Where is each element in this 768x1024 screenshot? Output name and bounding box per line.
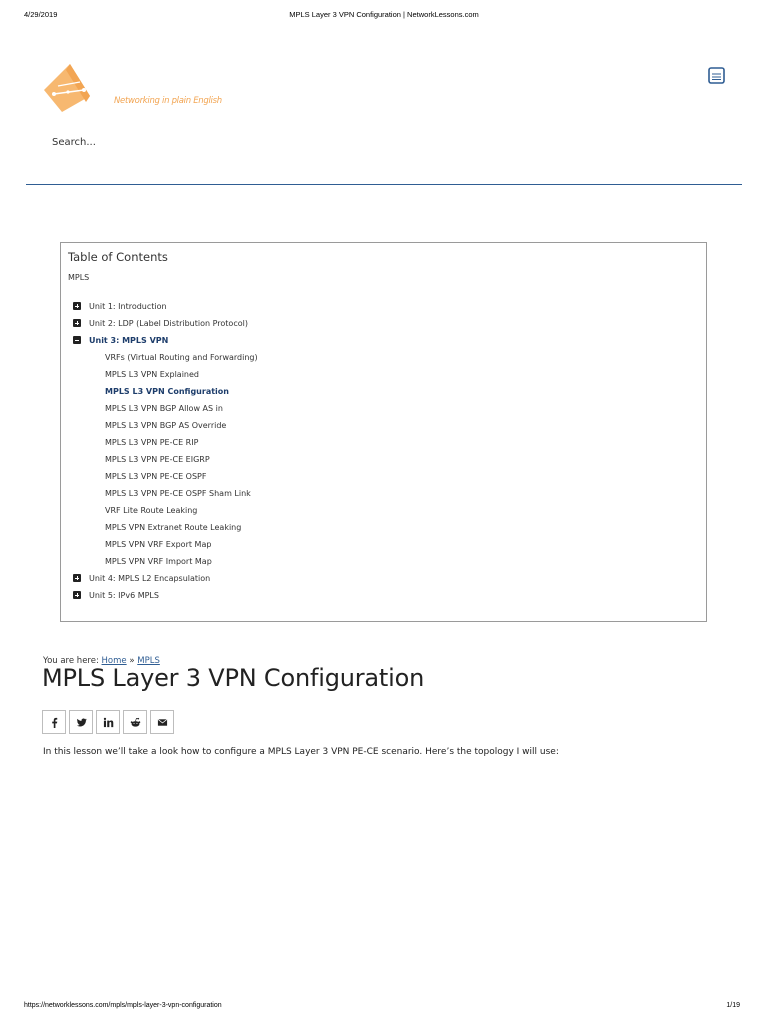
tagline: Networking in plain English: [114, 96, 222, 106]
toc-lesson[interactable]: MPLS L3 VPN PE-CE OSPF: [105, 472, 207, 481]
toc-lesson[interactable]: MPLS L3 VPN Explained: [105, 370, 200, 379]
toc-lesson[interactable]: MPLS L3 VPN BGP Allow AS in: [105, 404, 223, 413]
share-reddit-button[interactable]: [123, 710, 147, 734]
toc-lesson[interactable]: MPLS VPN VRF Import Map: [105, 557, 212, 566]
print-title: MPLS Layer 3 VPN Configuration | NetworkLessons.com: [289, 10, 479, 19]
facebook-icon: [49, 717, 60, 728]
toc-lesson[interactable]: MPLS VPN VRF Export Map: [105, 540, 212, 549]
toc-unit-label[interactable]: Unit 2: LDP (Label Distribution Protocol): [89, 319, 248, 328]
toc-unit-1[interactable]: [73, 300, 258, 317]
toc-unit-label[interactable]: Unit 1: Introduction: [89, 302, 167, 311]
toc-lesson[interactable]: VRF Lite Route Leaking: [105, 506, 198, 515]
toc-lesson[interactable]: MPLS L3 VPN PE-CE OSPF Sham Link: [105, 489, 251, 498]
toc-course[interactable]: MPLS: [68, 273, 90, 282]
breadcrumb-section-link[interactable]: MPLS: [137, 656, 160, 666]
breadcrumb-prefix: You are here:: [43, 656, 99, 666]
intro-paragraph: In this lesson we’ll take a look how to configure a MPLS Layer 3 VPN PE-CE scenario. Here’s the topology I will use:: [43, 747, 559, 757]
toc-title: Table of Contents: [68, 250, 168, 264]
toc-lesson[interactable]: MPLS VPN Extranet Route Leaking: [105, 523, 242, 532]
twitter-icon: [76, 717, 87, 728]
share-facebook-button[interactable]: [42, 710, 66, 734]
share-bar: [42, 710, 174, 734]
toc-lesson[interactable]: VRFs (Virtual Routing and Forwarding): [105, 353, 258, 362]
share-email-button[interactable]: [150, 710, 174, 734]
toc-unit-4[interactable]: [73, 572, 258, 589]
share-twitter-button[interactable]: [69, 710, 93, 734]
toc-lesson[interactable]: MPLS L3 VPN PE-CE EIGRP: [105, 455, 210, 464]
collapse-icon[interactable]: [73, 336, 81, 344]
expand-icon[interactable]: [73, 574, 81, 582]
toc-lesson[interactable]: MPLS L3 VPN BGP AS Override: [105, 421, 227, 430]
share-linkedin-button[interactable]: [96, 710, 120, 734]
toc-unit-3[interactable]: [73, 334, 258, 351]
linkedin-icon: [103, 717, 114, 728]
header-divider: [26, 184, 742, 185]
search-input[interactable]: Search...: [52, 137, 96, 148]
expand-icon[interactable]: [73, 319, 81, 327]
menu-icon[interactable]: [708, 67, 725, 84]
print-page-number: 1/19: [726, 1002, 740, 1009]
toc-list: [73, 300, 258, 606]
print-date: 4/29/2019: [24, 10, 58, 19]
breadcrumb-home-link[interactable]: Home: [101, 656, 127, 666]
logo[interactable]: [40, 60, 104, 116]
toc-unit-label[interactable]: Unit 3: MPLS VPN: [89, 336, 169, 345]
print-url: https://networklessons.com/mpls/mpls-layer-3-vpn-configuration: [24, 1002, 222, 1009]
toc-unit-2[interactable]: [73, 317, 258, 334]
expand-icon[interactable]: [73, 591, 81, 599]
breadcrumb-separator: »: [129, 656, 135, 666]
email-icon: [157, 717, 168, 728]
toc-lesson-current[interactable]: MPLS L3 VPN Configuration: [105, 387, 229, 396]
toc-unit-label[interactable]: Unit 4: MPLS L2 Encapsulation: [89, 574, 211, 583]
reddit-icon: [130, 717, 141, 728]
table-of-contents: [60, 242, 707, 622]
expand-icon[interactable]: [73, 302, 81, 310]
toc-lesson[interactable]: MPLS L3 VPN PE-CE RIP: [105, 438, 199, 447]
toc-unit-label[interactable]: Unit 5: IPv6 MPLS: [89, 591, 159, 600]
toc-unit-5[interactable]: [73, 589, 258, 606]
page-title: MPLS Layer 3 VPN Configuration: [42, 664, 425, 692]
